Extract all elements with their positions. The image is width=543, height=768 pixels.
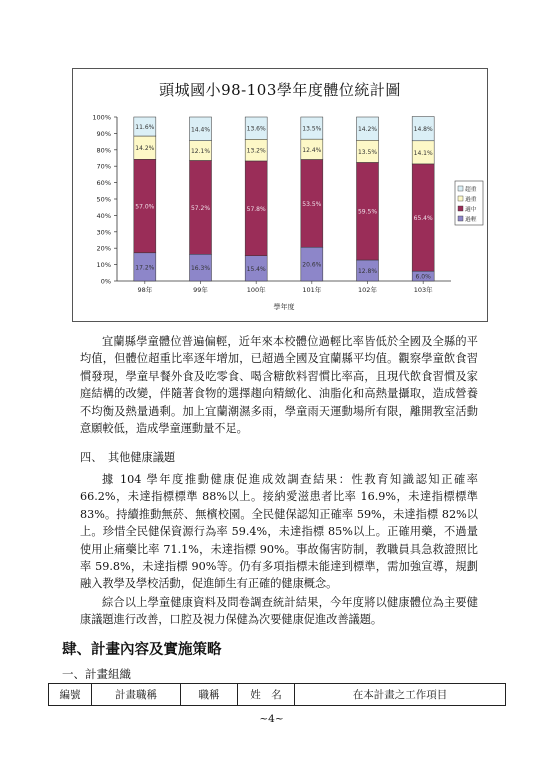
bar-data-label: 12.1% [190, 148, 211, 156]
chart-plot [73, 69, 487, 321]
section-heading-other-health-issues: 四、 其他健康議題 [80, 451, 176, 464]
table-header-cell: 在本計畫之工作項目 [295, 684, 506, 706]
bar-data-label: 57.2% [190, 204, 211, 212]
bar-data-label: 13.5% [357, 148, 378, 156]
legend-label: 適中 [465, 207, 477, 213]
x-axis-label: 學年度 [273, 303, 295, 311]
bar-data-label: 13.2% [246, 147, 266, 155]
paragraph-weight-analysis: 宜蘭縣學童體位普遍偏輕，近年來本校體位過輕比率皆低於全國及全縣的平均值，但體位超重比率逐年增加，已超過全國及宜蘭縣平均值。觀察學童飲食習慣發現，學童早餐外食及吃零食、喝含糖飲料習慣比率高，且現代飲食習慣及家庭結構的改變，伴隨著食物的選擇趨向精緻化、油脂化和高熱量攝取，造成營養不均衡及熱量過剩。加上宜蘭潮濕多雨，學童雨天運動場所有限，離開教室活動意願較低，造成學童運動量不足。 [80, 335, 478, 436]
table-header-cell: 計畫職稱 [92, 684, 181, 706]
heading-plan-organization: 一、計畫組織 [62, 667, 131, 681]
y-tick-label: 50% [96, 195, 111, 204]
chart-title: 頭城國小98-103學年度體位統計圖 [159, 81, 401, 99]
body-size-chart [72, 68, 488, 322]
table-header-cell: 職稱 [181, 684, 238, 706]
x-tick-label: 102年 [358, 286, 377, 294]
x-tick-label: 99年 [193, 286, 208, 294]
bar-data-label: 14.1% [413, 149, 433, 157]
y-tick-label: 90% [96, 129, 111, 138]
x-tick-label: 103年 [413, 286, 433, 294]
legend-swatch [458, 196, 463, 201]
legend-swatch [458, 206, 463, 211]
heading-plan-content: 肆、計畫內容及實施策略 [62, 641, 222, 658]
bar-data-label: 16.3% [190, 265, 211, 273]
table-header-cell: 姓 名 [238, 684, 295, 706]
paragraph-summary: 綜合以上學童健康資料及問卷調查統計結果，今年度將以健康體位為主要健康議題進行改善，口腔及視力保健為次要健康促進改善議題。 [80, 596, 478, 627]
bar-data-label: 14.4% [190, 126, 211, 134]
paragraph-health-survey-results: 據 104 學年度推動健康促進成效調查結果：性教育知識認知正確率66.2%，未達指標標準 88%以上。接納愛滋患者比率 16.9%，未達指標標準83%。持續推動無菸、無檳校園。全民健保認知正確率 59%，未達指標 82%以上。珍惜全民健保資源行為率 59.4%，未達指標 85%以上。正確用藥，不過量使用止痛藥比率 71.1%，未達指標 90%。事故傷害防制，教職員具急救證照比率 59.8%，未達指標 90%等。仍有多項指標未能達到標準，需加強宣導，規劃融入教學及學校活動，促進師生有正確的健康概念。 [80, 473, 478, 591]
bar-data-label: 20.6% [302, 261, 322, 269]
bar-data-label: 14.2% [357, 126, 378, 134]
x-tick-label: 98年 [137, 286, 153, 294]
bar-data-label: 12.8% [357, 268, 378, 276]
y-tick-label: 20% [96, 244, 111, 253]
y-tick-label: 100% [92, 113, 111, 122]
y-tick-label: 30% [96, 228, 111, 237]
bar-data-label: 14.8% [413, 126, 433, 134]
bar-data-label: 15.4% [246, 265, 266, 273]
bar-data-label: 57.0% [135, 203, 155, 211]
table-header-row [49, 684, 506, 706]
page-number: ~4~ [259, 713, 284, 725]
bar-data-label: 14.2% [135, 145, 155, 153]
bar-data-label: 59.5% [357, 208, 378, 216]
legend-swatch [458, 216, 463, 221]
bar-data-label: 12.4% [302, 146, 322, 154]
y-tick-label: 10% [96, 261, 111, 270]
legend-label: 過輕 [465, 217, 477, 223]
bar-data-label: 65.4% [413, 215, 433, 223]
bar-data-label: 57.8% [246, 205, 266, 213]
x-tick-label: 101年 [302, 286, 322, 294]
bar-data-label: 11.6% [135, 124, 155, 132]
bar-data-label: 6.0% [415, 273, 431, 281]
bar-data-label: 13.5% [302, 125, 322, 133]
table-header-cell: 編號 [49, 684, 92, 706]
legend-label: 過重 [465, 197, 477, 203]
y-tick-label: 60% [96, 179, 111, 188]
bar-data-label: 13.6% [246, 125, 266, 133]
plan-organization-table [48, 683, 506, 706]
y-tick-label: 70% [96, 162, 111, 171]
bar-data-label: 17.2% [135, 264, 155, 272]
bar-data-label: 53.5% [302, 200, 322, 208]
x-tick-label: 100年 [246, 286, 266, 294]
y-tick-label: 80% [96, 146, 111, 155]
y-tick-label: 0% [100, 277, 111, 286]
y-tick-label: 40% [96, 211, 111, 220]
legend-swatch [458, 186, 463, 191]
legend-label: 超重 [465, 187, 477, 193]
